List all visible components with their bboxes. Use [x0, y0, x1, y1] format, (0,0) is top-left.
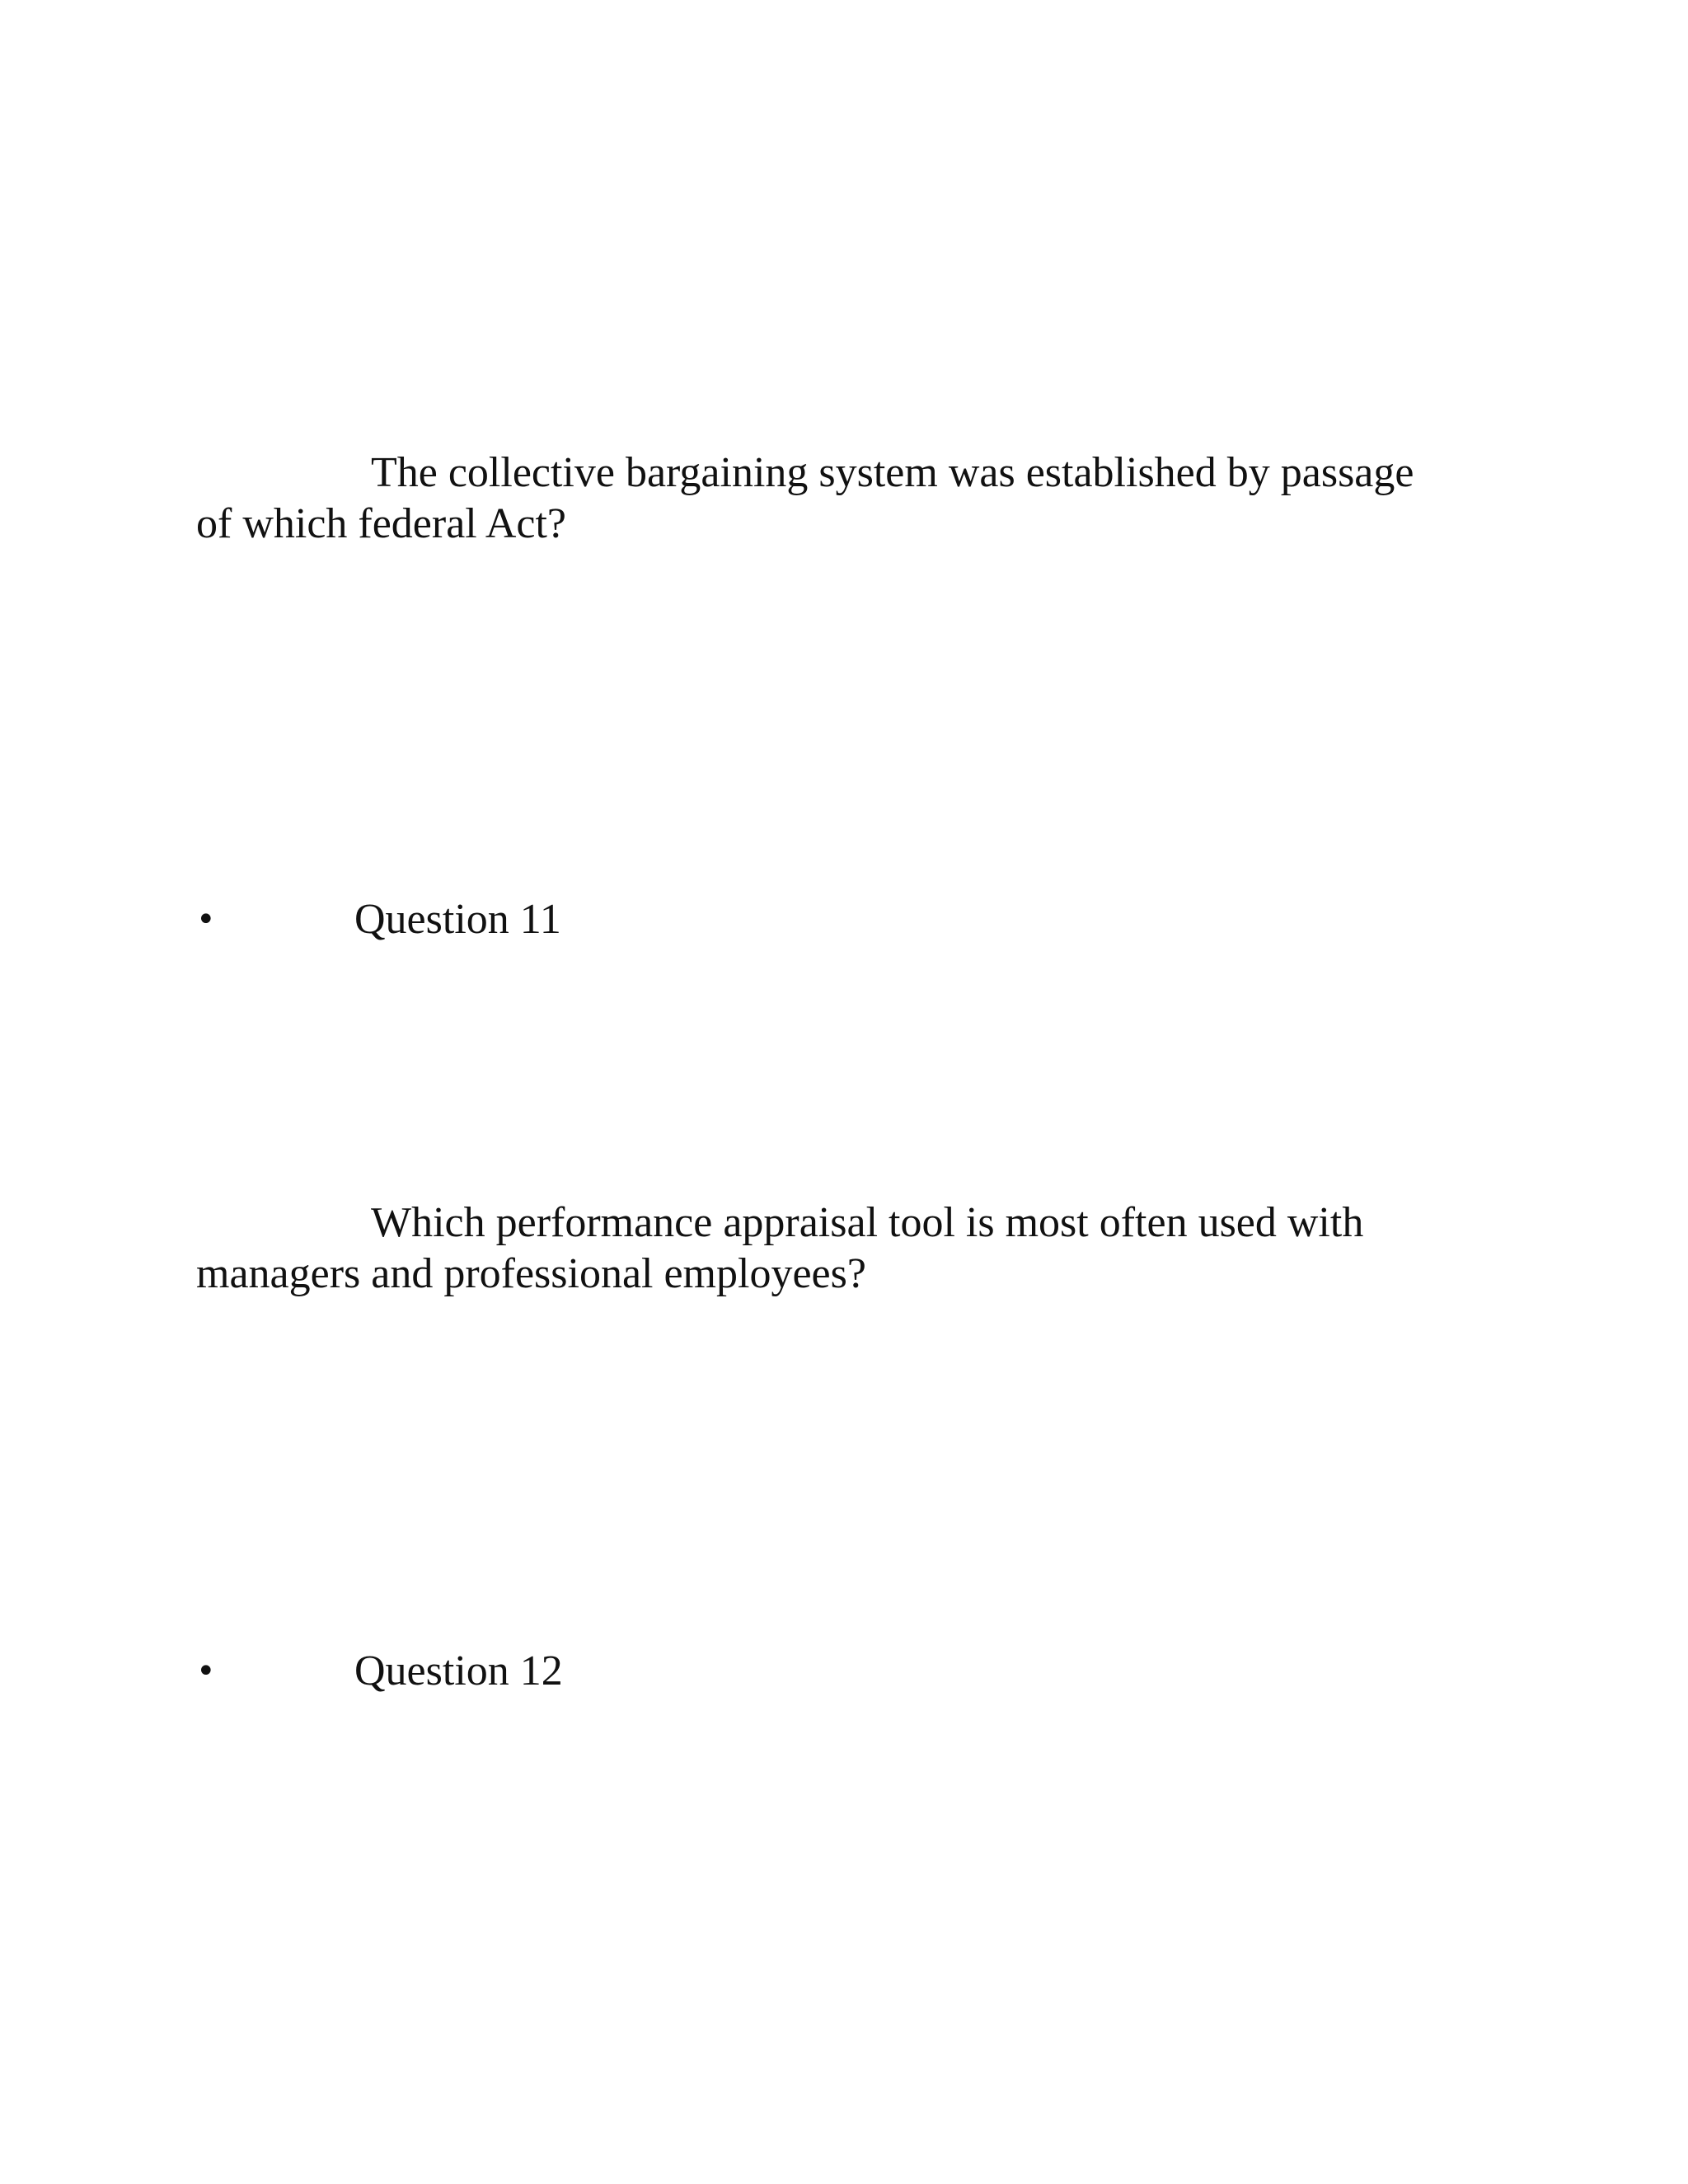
paragraph-line: of which federal Act? — [196, 500, 567, 547]
paragraph-line: The collective bargaining system was established by passage — [371, 449, 1414, 496]
question-10-text — [196, 448, 1441, 550]
question-label: Question 12 — [354, 1647, 563, 1694]
question-11-text — [196, 1197, 1441, 1300]
question-label: Question 11 — [354, 896, 561, 943]
paragraph-line: managers and professional employees? — [196, 1250, 866, 1297]
bullet-icon: • — [196, 1652, 216, 1690]
bullet-icon: • — [196, 901, 216, 939]
paragraph-line: Which performance appraisal tool is most often used with — [371, 1199, 1364, 1246]
